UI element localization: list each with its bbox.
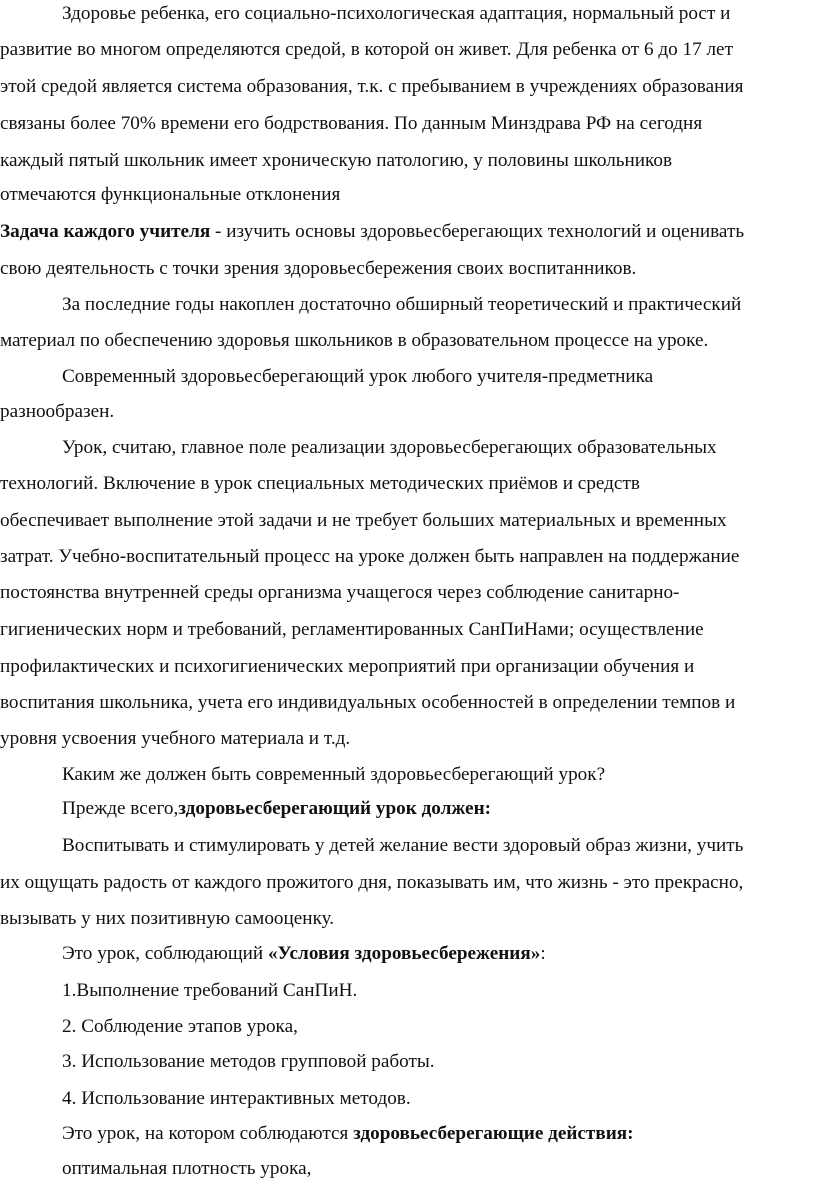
task-paragraph	[0, 220, 744, 244]
paragraph-line: постоянства внутренней среды организма учащегося через соблюдение санитарно-	[0, 582, 680, 603]
paragraph-line: За последние годы накоплен достаточно обширный теоретический и практический	[62, 294, 742, 315]
conditions-colon: :	[540, 943, 546, 964]
paragraph-line: затрат. Учебно-воспитательный процесс на уроке должен быть направлен на поддержание	[0, 546, 740, 567]
actions-intro: Это урок, на котором соблюдаются	[62, 1123, 354, 1144]
list-item: 2. Соблюдение этапов урока,	[62, 1016, 298, 1037]
paragraph-line: свою деятельность с точки зрения здоровьесбережения своих воспитанников.	[0, 258, 637, 279]
paragraph-line: отмечаются функциональные отклонения	[0, 184, 341, 205]
paragraph-line: воспитания школьника, учета его индивидуальных особенностей в определении темпов и	[0, 692, 736, 713]
conditions-paragraph	[62, 942, 546, 966]
actions-paragraph	[62, 1122, 634, 1146]
paragraph-line: Здоровье ребенка, его социально-психологическая адаптация, нормальный рост и	[62, 3, 731, 24]
must-intro: Прежде всего,	[62, 798, 179, 819]
paragraph-line: оптимальная плотность урока,	[62, 1158, 312, 1179]
paragraph-line: профилактических и психогигиенических мероприятий при организации обучения и	[0, 656, 695, 677]
paragraph-line: Урок, считаю, главное поле реализации здоровьесберегающих образовательных	[62, 437, 717, 458]
conditions-intro: Это урок, соблюдающий	[62, 943, 268, 964]
paragraph-line: технологий. Включение в урок специальных методических приёмов и средств	[0, 473, 640, 494]
paragraph-line: каждый пятый школьник имеет хроническую патологию, у половины школьников	[0, 150, 673, 171]
paragraph-line: обеспечивает выполнение этой задачи и не требует больших материальных и временных	[0, 510, 727, 531]
conditions-heading: «Условия здоровьесбережения»	[267, 943, 541, 964]
paragraph-line: их ощущать радость от каждого прожитого дня, показывать им, что жизнь - это прекрасно,	[0, 872, 744, 893]
list-item: 3. Использование методов групповой работы.	[62, 1051, 435, 1072]
paragraph-line: разнообразен.	[0, 401, 115, 422]
list-item: 1.Выполнение требований СанПиН.	[62, 980, 358, 1001]
paragraph-line: материал по обеспечению здоровья школьников в образовательном процессе на уроке.	[0, 330, 709, 351]
paragraph-line: уровня усвоения учебного материала и т.д.	[0, 728, 351, 749]
paragraph-line: Воспитывать и стимулировать у детей желание вести здоровый образ жизни, учить	[62, 835, 744, 856]
list-item: 4. Использование интерактивных методов.	[62, 1088, 411, 1109]
actions-heading: здоровьесберегающие действия:	[353, 1123, 634, 1144]
paragraph-line: Современный здоровьесберегающий урок любого учителя-предметника	[62, 366, 654, 387]
paragraph-line: вызывать у них позитивную самооценку.	[0, 908, 335, 929]
paragraph-line: развитие во многом определяются средой, в которой он живет. Для ребенка от 6 до 17 лет	[0, 39, 733, 60]
question-line: Каким же должен быть современный здоровьесберегающий урок?	[62, 764, 606, 785]
task-heading: Задача каждого учителя	[0, 221, 211, 242]
must-paragraph	[62, 797, 491, 821]
must-heading: здоровьесберегающий урок должен:	[178, 798, 492, 819]
paragraph-line: связаны более 70% времени его бодрствования. По данным Минздрава РФ на сегодня	[0, 113, 703, 134]
task-text: - изучить основы здоровьесберегающих технологий и оценивать	[210, 221, 745, 242]
paragraph-line: гигиенических норм и требований, регламентированных СанПиНами; осуществление	[0, 619, 704, 640]
paragraph-line: этой средой является система образования, т.к. с пребыванием в учреждениях образования	[0, 76, 744, 97]
